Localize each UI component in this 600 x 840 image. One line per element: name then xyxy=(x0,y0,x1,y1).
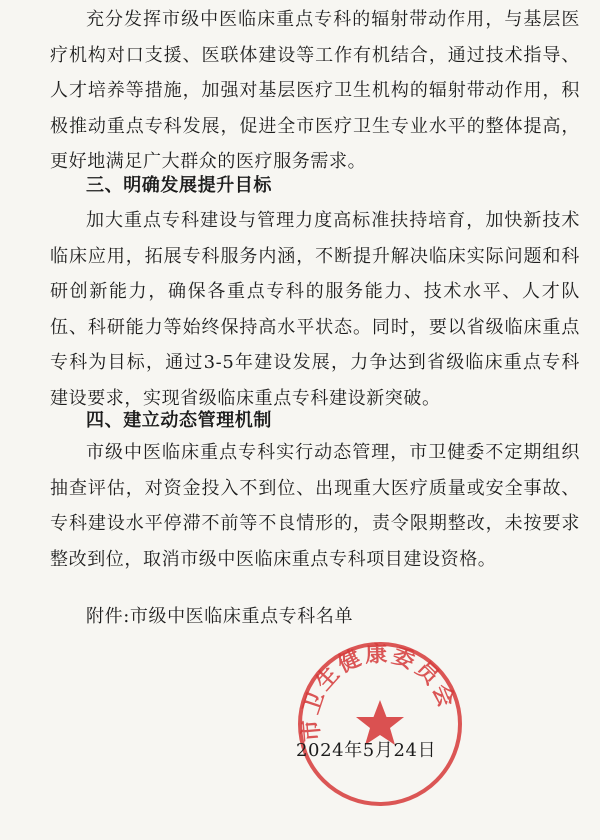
section-heading-three: 三、明确发展提升目标 xyxy=(86,175,272,196)
official-seal xyxy=(294,638,466,810)
paragraph-dynamic-management: 市级中医临床重点专科实行动态管理，市卫健委不定期组织抽查评估，对资金投入不到位、出现重大医疗质量或安全事故、专科建设水平停滞不前等不良情形的，责令限期整改，未按要求整改到位，取消市级中医临床重点专科项目建设资格。 xyxy=(50,442,580,570)
svg-text:市卫生健康委员会: 市卫生健康委员会 xyxy=(298,642,460,743)
paragraph-development-goals: 加大重点专科建设与管理力度高标准扶持培育，加快新技术临床应用，拓展专科服务内涵，不断提升解决临床实际问题和科研创新能力，确保各重点专科的服务能力、技术水平、人才队伍、科研能力等始终保持高水平状态。同时，要以省级临床重点专科为目标，通过3-5年建设发展，力争达到省级临床重点专科建设要求，实现省级临床重点专科建设新突破。 xyxy=(50,210,580,409)
section-heading-four: 四、建立动态管理机制 xyxy=(86,410,272,431)
paragraph-radiation-role: 充分发挥市级中医临床重点专科的辐射带动作用，与基层医疗机构对口支援、医联体建设等工作有机结合，通过技术指导、人才培养等措施，加强对基层医疗卫生机构的辐射带动作用，积极推动重点专科发展，促进全市医疗卫生专业水平的整体提高，更好地满足广大群众的医疗服务需求。 xyxy=(50,9,580,172)
attachment-line: 附件:市级中医临床重点专科名单 xyxy=(86,606,354,627)
issue-date: 2024年5月24日 xyxy=(296,740,437,761)
